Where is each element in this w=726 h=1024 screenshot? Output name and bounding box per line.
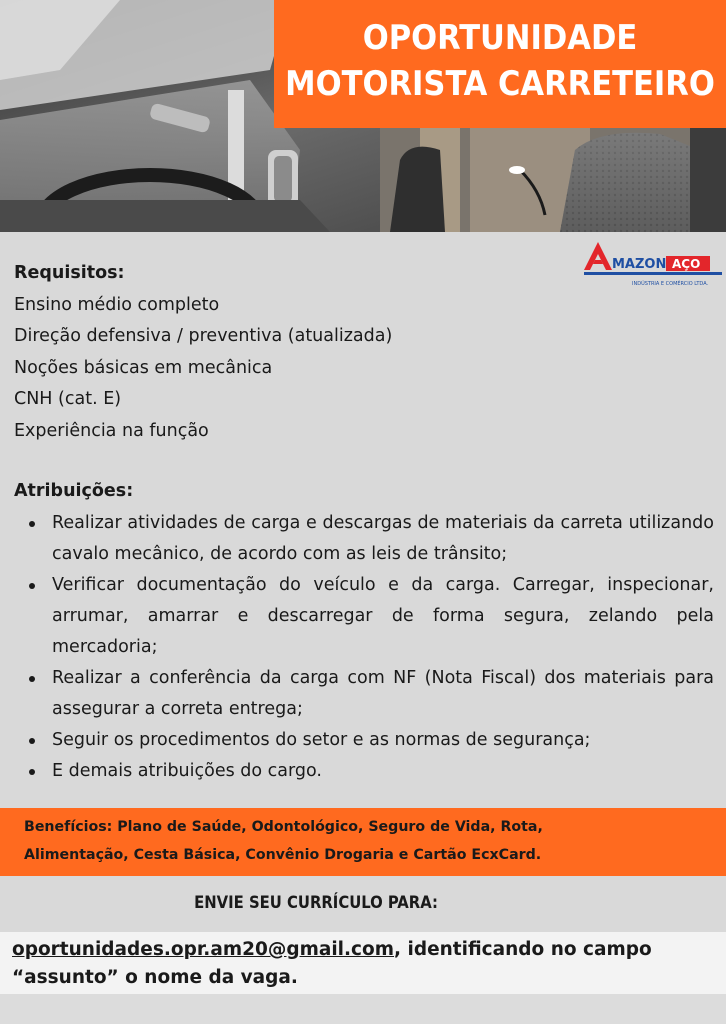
amazon-aco-logo <box>582 240 724 294</box>
duty-item: Seguir os procedimentos do setor e as normas de segurança; <box>14 725 714 756</box>
title-line-oportunidade: OPORTUNIDADE <box>362 18 638 58</box>
title-line-job: MOTORISTA CARRETEIRO <box>285 64 715 104</box>
logo-tagline: INDÚSTRIA E COMÉRCIO LTDA. <box>632 281 709 287</box>
duty-item: Verificar documentação do veículo e da carga. Carregar, inspecionar, arrumar, amarrar e descarregar de forma segura, zelando pela mercadoria; <box>14 570 714 663</box>
logo-icon <box>582 240 724 294</box>
requirement-item: Direção defensiva / preventiva (atualizada) <box>14 326 393 346</box>
benefits-text <box>24 813 704 869</box>
requirement-item: Ensino médio completo <box>14 294 220 315</box>
duty-item: E demais atribuições do cargo. <box>14 756 714 787</box>
benefits-line: Alimentação, Cesta Básica, Convênio Drogaria e Cartão EcxCard. <box>24 847 542 863</box>
duties-section <box>14 476 714 787</box>
requirements-heading: Requisitos: <box>14 263 125 283</box>
logo-text-aco: AÇO <box>672 257 701 271</box>
duties-list <box>14 508 714 787</box>
email-instruction-part1: , identificando no campo <box>394 939 652 960</box>
requirement-item: Noções básicas em mecânica <box>14 357 273 378</box>
email-instruction-part2: “assunto” o nome da vaga. <box>12 967 298 988</box>
logo-text-mazon: MAZON <box>612 257 667 272</box>
email-instructions <box>12 936 712 992</box>
email-link[interactable]: oportunidades.opr.am20@gmail.com <box>12 939 395 960</box>
duty-item: Realizar a conferência da carga com NF (Nota Fiscal) dos materiais para assegurar a correta entrega; <box>14 663 714 725</box>
send-cv-heading: ENVIE SEU CURRÍCULO PARA: <box>194 893 438 912</box>
benefits-line: Benefícios: Plano de Saúde, Odontológico, Seguro de Vida, Rota, <box>24 819 543 835</box>
title-banner <box>274 0 726 128</box>
requirement-item: CNH (cat. E) <box>14 389 122 409</box>
bottom-band <box>0 994 726 1024</box>
requirement-item: Experiência na função <box>14 420 209 441</box>
duties-heading: Atribuições: <box>14 481 134 501</box>
requirements-section <box>14 258 574 447</box>
duty-item: Realizar atividades de carga e descargas de materiais da carreta utilizando cavalo mecânico, de acordo com as leis de trânsito; <box>14 508 714 570</box>
